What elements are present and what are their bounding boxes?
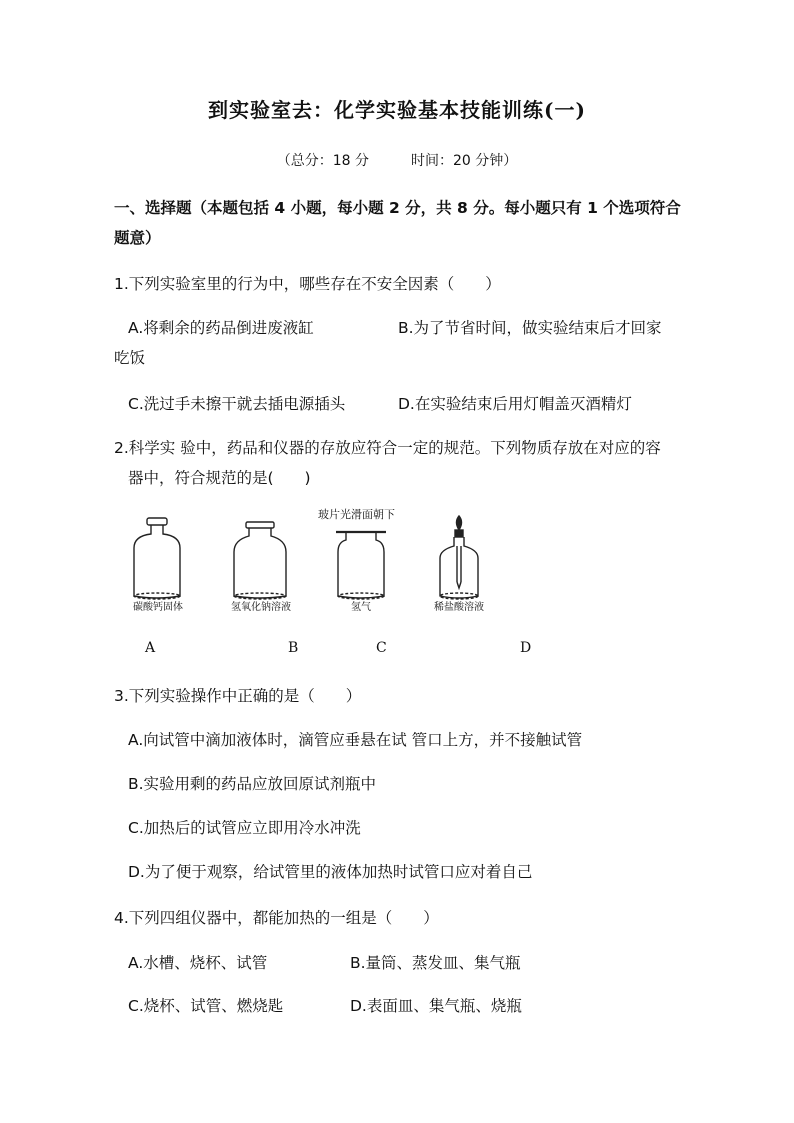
question-3-option-b: B.实验用剩的药品应放回原试剂瓶中: [128, 775, 377, 793]
bottle-label-c: 氢气: [351, 602, 371, 613]
section-heading-line2: 题意）: [114, 229, 161, 247]
bottle-label-d: 稀盐酸溶液: [434, 602, 484, 613]
bottle-b-icon: [234, 522, 286, 599]
figure-letter-c: C: [376, 640, 387, 656]
question-3-stem: 3.下列实验操作中正确的是（ ）: [114, 687, 362, 705]
bottle-a-icon: [134, 518, 180, 599]
bottle-c-icon: [336, 532, 386, 599]
question-1-option-a: A.将剩余的药品倒进废液缸: [128, 319, 314, 337]
bottle-d-icon: [440, 516, 478, 599]
question-2-stem-continued: 器中，符合规范的是( ): [128, 469, 311, 487]
question-1-option-c: C.洗过手未擦干就去插电源插头: [128, 395, 346, 413]
question-4-option-b: B.量筒、蒸发皿、集气瓶: [350, 954, 521, 972]
question-4-option-c: C.烧杯、试管、燃烧匙: [128, 997, 284, 1015]
bottles-figure: [114, 508, 534, 613]
section-heading-line1: 一、选择题（本题包括 4 小题，每小题 2 分，共 8 分。每小题只有 1 个选项符合: [114, 199, 681, 217]
figure-caption-glass-slide: 玻片光滑面朝下: [318, 508, 395, 521]
page-title: 到实验室去：化学实验基本技能训练(一): [208, 98, 586, 122]
bottle-label-a: 碳酸钙固体: [133, 602, 183, 613]
question-1-stem: 1.下列实验室里的行为中，哪些存在不安全因素（ ）: [114, 275, 501, 293]
bottles-illustration: [114, 512, 534, 612]
question-1-option-b-continued: 吃饭: [114, 349, 146, 367]
question-1-option-d: D.在实验结束后用灯帽盖灭酒精灯: [398, 395, 632, 413]
question-4-option-d: D.表面皿、集气瓶、烧瓶: [350, 997, 522, 1015]
figure-letter-b: B: [288, 640, 299, 656]
question-3-option-c: C.加热后的试管应立即用冷水冲洗: [128, 819, 361, 837]
question-4-option-a: A.水槽、烧杯、试管: [128, 954, 268, 972]
figure-letter-d: D: [520, 640, 532, 656]
question-2-stem: 2.科学实 验中，药品和仪器的存放应符合一定的规范。下列物质存放在对应的容: [114, 439, 661, 457]
question-3-option-d: D.为了便于观察，给试管里的液体加热时试管口应对着自己: [128, 863, 533, 881]
question-1-option-b: B.为了节省时间，做实验结束后才回家: [398, 319, 662, 337]
question-3-option-a: A.向试管中滴加液体时，滴管应垂悬在试 管口上方，并不接触试管: [128, 731, 583, 749]
exam-meta: （总分：18 分 时间：20 分钟）: [276, 153, 518, 169]
bottle-label-b: 氢氧化钠溶液: [231, 602, 291, 613]
question-4-stem: 4.下列四组仪器中，都能加热的一组是（ ）: [114, 909, 439, 927]
figure-letter-a: A: [145, 640, 156, 656]
